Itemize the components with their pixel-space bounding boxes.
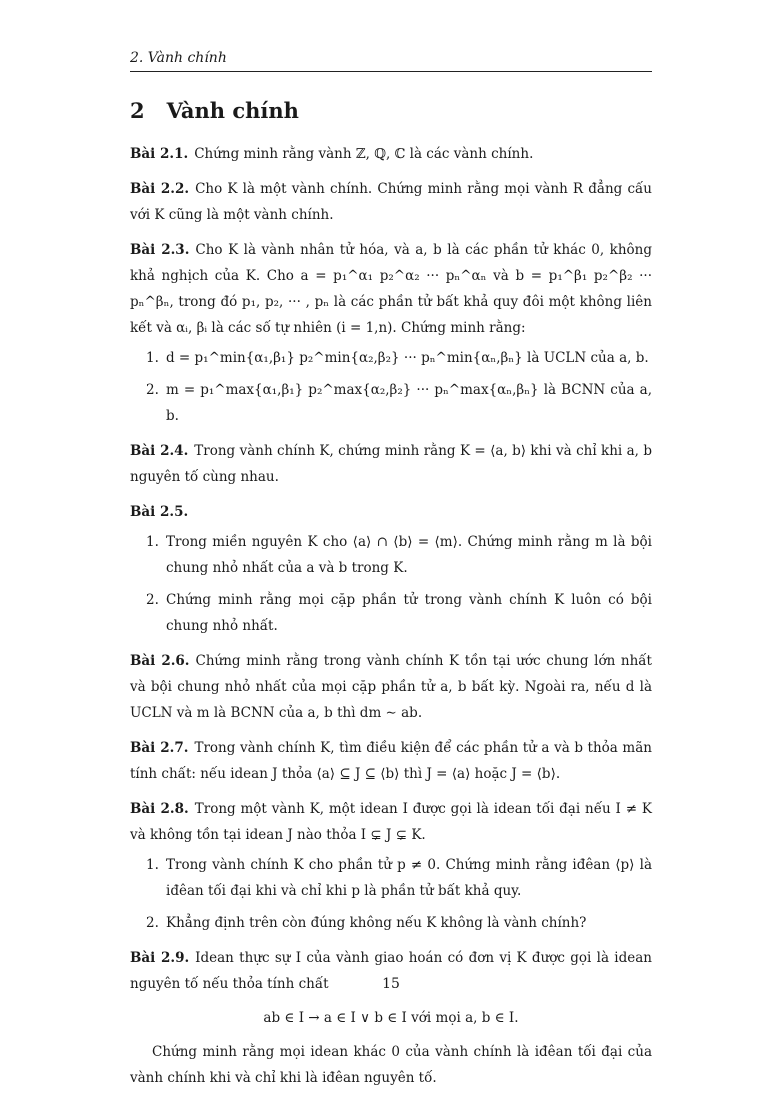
- list-item: [130, 345, 652, 371]
- exercise-2-7: [130, 735, 652, 787]
- item-number: 1.: [146, 534, 159, 550]
- list-item: [130, 587, 652, 639]
- section-number: 2: [130, 98, 145, 123]
- item-number: 1.: [146, 857, 159, 873]
- exercise-2-5: [130, 499, 652, 639]
- exercise-label: Bài 2.8.: [130, 801, 189, 817]
- exercise-label: Bài 2.1.: [130, 146, 189, 162]
- item-text: m = p₁^max{α₁,β₁} p₂^max{α₂,β₂} ··· pₙ^max{αₙ,βₙ} là BCNN của a, b.: [166, 382, 652, 424]
- section-title-text: Vành chính: [166, 98, 299, 123]
- exercise-2-2: [130, 176, 652, 228]
- exercise-label: Bài 2.3.: [130, 242, 190, 258]
- exercise-label: Bài 2.2.: [130, 181, 190, 197]
- exercise-2-8: [130, 796, 652, 936]
- exercise-2-4: [130, 438, 652, 490]
- exercise-label: Bài 2.9.: [130, 950, 190, 966]
- exercise-items: [130, 529, 652, 639]
- exercise-text: Cho K là một vành chính. Chứng minh rằng mọi vành R đẳng cấu với K cũng là một vành chính.: [130, 181, 652, 223]
- exercise-text: Idean thực sự I của vành giao hoán có đơn vị K được gọi là idean nguyên tố nếu thỏa tính chất: [130, 950, 652, 992]
- exercise-2-9: [130, 945, 652, 1091]
- exercise-label: Bài 2.7.: [130, 740, 189, 756]
- item-number: 2.: [146, 592, 159, 608]
- item-text: Trong vành chính K cho phần tử p ≠ 0. Chứng minh rằng iđêan ⟨p⟩ là iđêan tối đại khi và chỉ khi p là phần tử bất khả quy.: [166, 857, 652, 899]
- exercise-text: Cho K là vành nhân tử hóa, và a, b là các phần tử khác 0, không khả nghịch của K. Cho a = p₁^α₁ p₂^α₂ ··· pₙ^αₙ và b = p₁^β₁ p₂^β₂ ··· pₙ^βₙ, trong đó p₁, p₂, ··· , pₙ là các phần tử bất khả quy đôi một không liên kết và αᵢ, βᵢ là các số tự nhiên (i = 1,n). Chứng minh rằng:: [130, 242, 652, 336]
- list-item: [130, 910, 652, 936]
- section-title: [130, 98, 299, 123]
- exercise-label: Bài 2.6.: [130, 653, 190, 669]
- exercise-text: Trong vành chính K, chứng minh rằng K = ⟨a, b⟩ khi và chỉ khi a, b nguyên tố cùng nhau.: [130, 443, 652, 485]
- exercise-list: [130, 141, 652, 1100]
- exercise-followup: Chứng minh rằng mọi idean khác 0 của vành chính là iđêan tối đại của vành chính khi và chỉ khi là iđêan nguyên tố.: [130, 1044, 652, 1086]
- exercise-text: Chứng minh rằng trong vành chính K tồn tại ước chung lớn nhất và bội chung nhỏ nhất của mọi cặp phần tử a, b bất kỳ. Ngoài ra, nếu d là UCLN và m là BCNN của a, b thì dm ∼ ab.: [130, 653, 652, 721]
- display-formula: ab ∈ I → a ∈ I ∨ b ∈ I với mọi a, b ∈ I.: [263, 1010, 519, 1026]
- item-text: Khẳng định trên còn đúng không nếu K không là vành chính?: [166, 915, 587, 931]
- exercise-2-3: [130, 237, 652, 429]
- item-text: d = p₁^min{α₁,β₁} p₂^min{α₂,β₂} ··· pₙ^min{αₙ,βₙ} là UCLN của a, b.: [166, 350, 649, 366]
- exercise-label: Bài 2.4.: [130, 443, 189, 459]
- exercise-text: Trong vành chính K, tìm điều kiện để các phần tử a và b thỏa mãn tính chất: nếu idean J thỏa ⟨a⟩ ⊆ J ⊆ ⟨b⟩ thì J = ⟨a⟩ hoặc J = ⟨b⟩.: [130, 740, 652, 782]
- exercise-items: [130, 852, 652, 936]
- list-item: [130, 377, 652, 429]
- running-head: 2. Vành chính: [130, 50, 227, 66]
- list-item: [130, 852, 652, 904]
- exercise-2-6: [130, 648, 652, 726]
- header-rule: [130, 71, 652, 72]
- exercise-text: Trong một vành K, một idean I được gọi là idean tối đại nếu I ≠ K và không tồn tại idean J nào thỏa I ⊊ J ⊊ K.: [130, 801, 652, 843]
- item-text: Trong miền nguyên K cho ⟨a⟩ ∩ ⟨b⟩ = ⟨m⟩. Chứng minh rằng m là bội chung nhỏ nhất của a và b trong K.: [166, 534, 652, 576]
- page-number: 15: [382, 976, 400, 992]
- exercise-label: Bài 2.5.: [130, 504, 189, 520]
- item-number: 2.: [146, 915, 159, 931]
- item-number: 2.: [146, 382, 159, 398]
- exercise-items: [130, 345, 652, 429]
- item-number: 1.: [146, 350, 159, 366]
- list-item: [130, 529, 652, 581]
- exercise-text: Chứng minh rằng vành ℤ, ℚ, ℂ là các vành chính.: [194, 146, 534, 162]
- item-text: Chứng minh rằng mọi cặp phần tử trong vành chính K luôn có bội chung nhỏ nhất.: [166, 592, 652, 634]
- exercise-2-1: [130, 141, 652, 167]
